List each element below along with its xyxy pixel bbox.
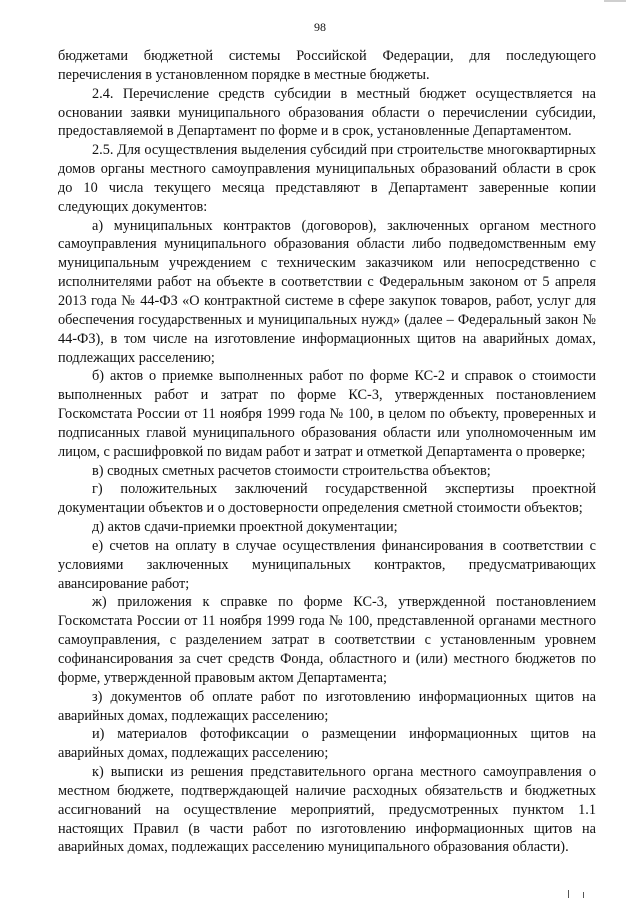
list-item-e: е) счетов на оплату в случае осуществления финансирования в соответствии с условиями заключенных муниципальных контрактов, предусматривающих авансирование работ; xyxy=(58,537,596,592)
document-body xyxy=(58,47,596,857)
list-item-g: г) положительных заключений государственной экспертизы проектной документации объектов и о достоверности определения сметной стоимости объектов; xyxy=(58,481,596,517)
paragraph-2-4: 2.4. Перечисление средств субсидии в местный бюджет осуществляется на основании заявки муниципального образования области о перечислении субсидии, предоставляемой в Департамент по форме и в срок, установленные Департаментом. xyxy=(58,85,596,140)
list-item-zh: ж) приложения к справке по форме КС-3, утвержденной постановлением Госкомстата России от 11 ноября 1999 года № 100, представленной органами местного самоуправления, с разделением затрат в соответствии с установленным уровнем софинансирования за счет средств Фонда, областного и (или) местного бюджетов по форме, утвержденной правовым актом Департамента; xyxy=(58,594,596,686)
paragraph-continuation: бюджетами бюджетной системы Российской Федерации, для последующего перечисления в установленном порядке в местные бюджеты. xyxy=(58,48,596,83)
list-item-k: к) выписки из решения представительного органа местного самоуправления о местном бюджете, подтверждающей наличие расходных обязательств и бюджетных ассигнований на осуществление мероприятий, предусмотренных пунктом 1.1 настоящих Правил (в части работ по изготовлению информационных щитов на аварийных домах, подлежащих расселению муниципального образования области). xyxy=(58,764,596,856)
list-item-i: и) материалов фотофиксации о размещении информационных щитов на аварийных домах, подлежащих расселению; xyxy=(58,726,596,762)
scan-mark xyxy=(583,892,584,898)
list-item-b: б) актов о приемке выполненных работ по форме КС-2 и справок о стоимости выполненных работ и затрат по форме КС-3, утвержденных постановлением Госкомстата России от 11 ноября 1999 года № 100, в целом по объекту, проверенных и подписанных главой муниципального образования области или уполномоченным им лицом, с расшифровкой по видам работ и затрат и отметкой Департамента о проверке; xyxy=(58,368,596,460)
list-item-v: в) сводных сметных расчетов стоимости строительства объектов; xyxy=(92,462,491,479)
scan-mark xyxy=(568,890,569,898)
scan-corner-mark xyxy=(604,0,626,2)
list-item-z: з) документов об оплате работ по изготовлению информационных щитов на аварийных домах, подлежащих расселению; xyxy=(58,688,596,724)
list-item-d: д) актов сдачи-приемки проектной документации; xyxy=(92,519,398,536)
page-number: 98 xyxy=(314,20,326,34)
list-item-a: а) муниципальных контрактов (договоров), заключенных органом местного самоуправления муниципального образования области либо подведомственным ему муниципальным учреждением с техническим заказчиком или непосредственно с исполнителями работ на объекте в соответствии с Федеральным законом от 5 апреля 2013 года № 44-ФЗ «О контрактной системе в сфере закупок товаров, работ, услуг для обеспечения государственных и муниципальных нужд» (далее – Федеральный закон № 44-ФЗ), в том числе на изготовление информационных щитов на аварийных домах, подлежащих расселению; xyxy=(58,217,596,366)
paragraph-2-5: 2.5. Для осуществления выделения субсидий при строительстве многоквартирных домов органы местного самоуправления муниципальных образований области в срок до 10 числа текущего месяца представляют в Департамент заверенные копии следующих документов: xyxy=(58,142,596,215)
